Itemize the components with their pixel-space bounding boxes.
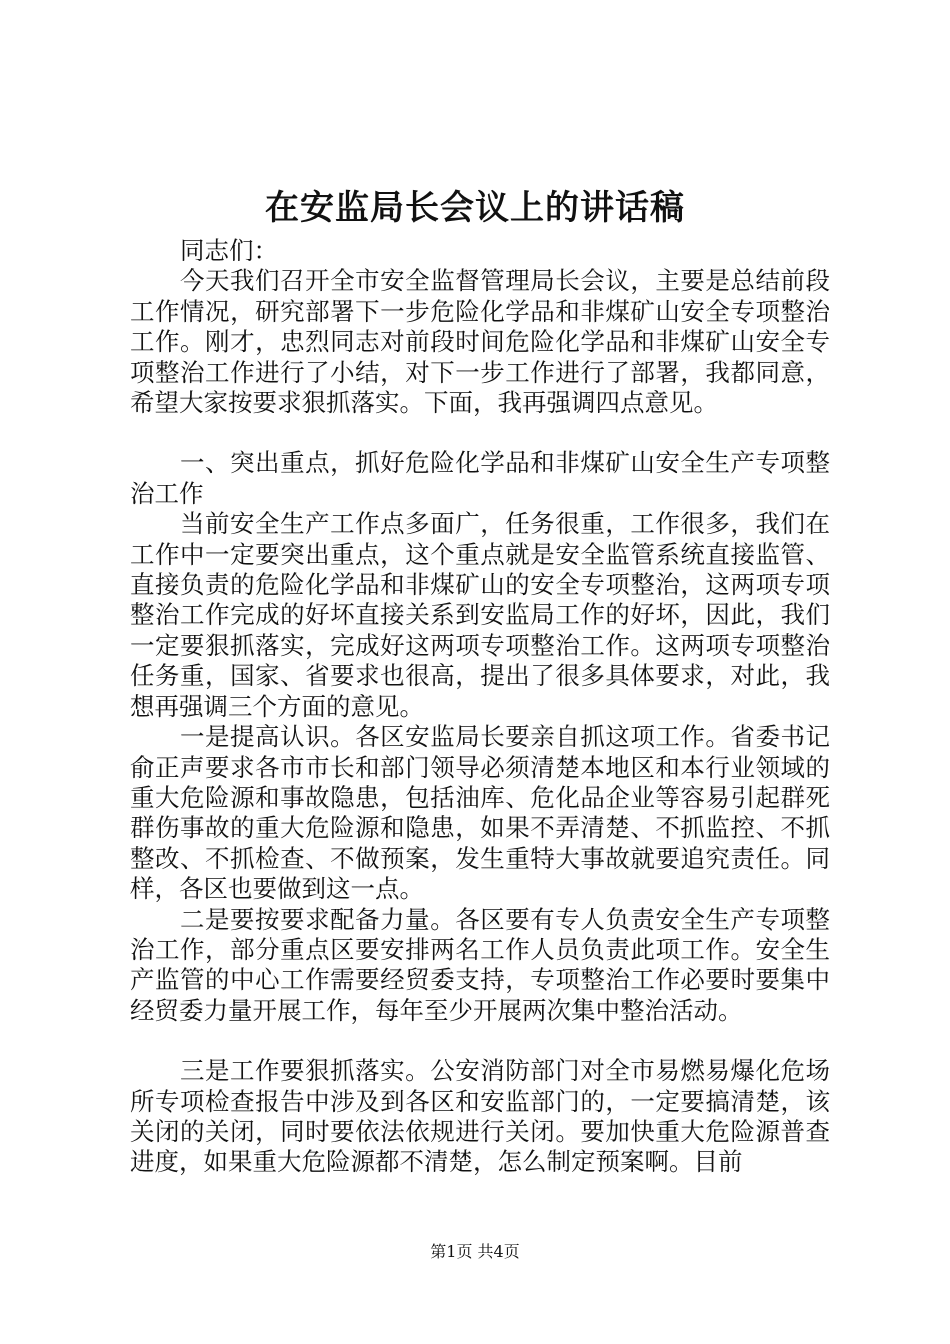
section-heading-1: 一、突出重点，抓好危险化学品和非煤矿山安全生产专项整治工作 — [130, 448, 830, 508]
paragraph-spacer — [130, 418, 830, 448]
paragraph-point-3: 三是工作要狠抓落实。公安消防部门对全市易燃易爆化危场所专项检查报告中涉及到各区和安监部门的，一定要搞清楚，该关闭的关闭，同时要依法依规进行关闭。要加快重大危险源普查进度，如果重大危险源都不清楚，怎么制定预案啊。目前 — [130, 1056, 830, 1177]
paragraph-intro: 今天我们召开全市安全监督管理局长会议，主要是总结前段工作情况，研究部署下一步危险化学品和非煤矿山安全专项整治工作。刚才，忠烈同志对前段时间危险化学品和非煤矿山安全专项整治工作进行了小结，对下一步工作进行了部署，我都同意，希望大家按要求狠抓落实。下面，我再强调四点意见。 — [130, 266, 830, 418]
paragraph-point-1: 一是提高认识。各区安监局长要亲自抓这项工作。省委书记俞正声要求各市市长和部门领导必须清楚本地区和本行业领域的重大危险源和事故隐患，包括油库、危化品企业等容易引起群死群伤事故的重大危险源和隐患，如果不弄清楚、不抓监控、不抓整改、不抓检查、不做预案，发生重特大事故就要追究责任。同样，各区也要做到这一点。 — [130, 722, 830, 904]
paragraph-section-1: 当前安全生产工作点多面广，任务很重，工作很多，我们在工作中一定要突出重点，这个重点就是安全监管系统直接监管、直接负责的危险化学品和非煤矿山的安全专项整治，这两项专项整治工作完成的好坏直接关系到安监局工作的好坏，因此，我们一定要狠抓落实，完成好这两项专项整治工作。这两项专项整治任务重，国家、省要求也很高，提出了很多具体要求，对此，我想再强调三个方面的意见。 — [130, 509, 830, 721]
salutation: 同志们： — [180, 236, 278, 265]
page-footer: 第1页 共4页 — [430, 1242, 520, 1261]
document-title: 在安监局长会议上的讲话稿 — [265, 188, 685, 228]
paragraph-spacer — [130, 1026, 830, 1056]
paragraph-point-2: 二是要按要求配备力量。各区要有专人负责安全生产专项整治工作，部分重点区要安排两名工作人员负责此项工作。安全生产监管的中心工作需要经贸委支持，专项整治工作必要时要集中经贸委力量开展工作，每年至少开展两次集中整治活动。 — [130, 904, 830, 1025]
document-body — [130, 236, 830, 1178]
